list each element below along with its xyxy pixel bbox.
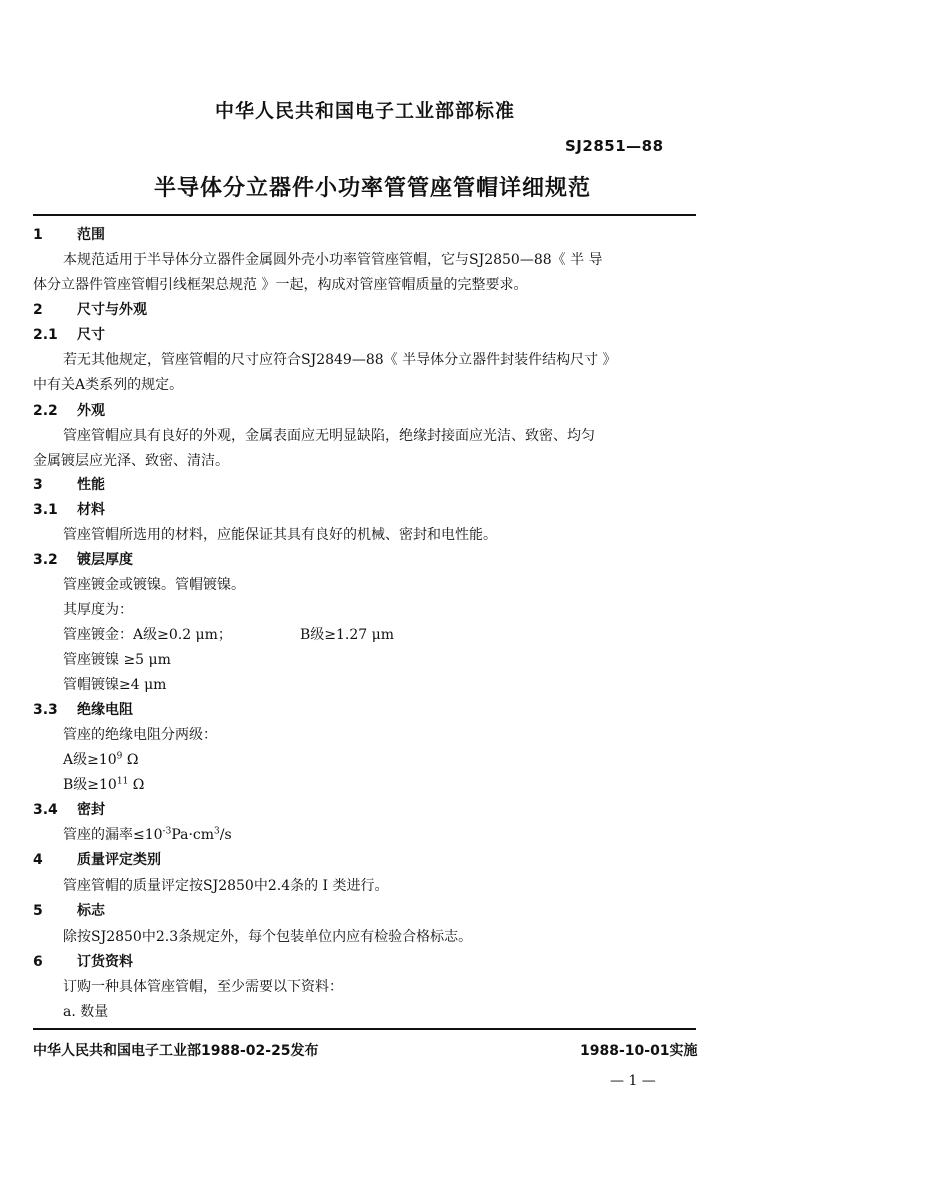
section-title: 质量评定类别 <box>77 852 161 868</box>
section-title: 密封 <box>77 802 105 818</box>
paragraph: 体分立器件管座管帽引线框架总规范 》一起，构成对管座管帽质量的完整要求。 <box>33 277 528 293</box>
section-1-heading <box>33 224 105 244</box>
section-number: 5 <box>33 903 43 919</box>
section-3-3-heading <box>33 699 133 719</box>
top-rule <box>33 214 696 216</box>
paragraph: 中有关A类系列的规定。 <box>33 377 184 393</box>
section-6-heading <box>33 951 133 971</box>
section-2-heading <box>33 299 147 319</box>
section-title: 镀层厚度 <box>77 552 133 568</box>
paragraph: 管座管帽应具有良好的外观，金属表面应无明显缺陷，绝缘封接面应光洁、致密、均匀 <box>63 428 595 444</box>
insulation-grade-a: A级$\ge 10^9$ Ω <box>63 751 139 768</box>
section-title: 尺寸 <box>77 327 105 343</box>
paragraph: 若无其他规定，管座管帽的尺寸应符合SJ2849—88《 半导体分立器件封装件结构尺寸 》 <box>63 352 617 368</box>
insulation-grade-b: B级$\ge 10^{11}$ Ω <box>63 776 145 793</box>
plating-gold-b: B级≥1.27 μm <box>300 627 395 643</box>
page-number: — 1 — <box>610 1073 656 1089</box>
plating-nickel-base: 管座镀镍 ≥5 μm <box>63 652 171 668</box>
section-title: 性能 <box>77 477 105 493</box>
section-title: 材料 <box>77 502 105 518</box>
paragraph: 管座管帽所选用的材料，应能保证其具有良好的机械、密封和电性能。 <box>63 527 497 543</box>
section-number: 2.1 <box>33 327 58 343</box>
section-number: 1 <box>33 227 43 243</box>
section-title: 外观 <box>77 403 105 419</box>
section-title: 绝缘电阻 <box>77 702 133 718</box>
section-4-heading <box>33 849 161 869</box>
paragraph: 金属镀层应光泽、致密、清洁。 <box>33 453 229 469</box>
section-title: 范围 <box>77 227 105 243</box>
section-title: 标志 <box>77 903 105 919</box>
section-title: 尺寸与外观 <box>77 302 147 318</box>
section-3-1-heading <box>33 499 105 519</box>
paragraph: 除按SJ2850中2.3条规定外，每个包装单位内应有检验合格标志。 <box>63 929 473 945</box>
section-number: 2.2 <box>33 403 58 419</box>
plating-nickel-cap: 管帽镀镍≥4 μm <box>63 677 167 693</box>
paragraph: 其厚度为： <box>63 602 133 618</box>
paragraph: 管座的绝缘电阻分两级： <box>63 727 217 743</box>
list-item: a. 数量 <box>63 1004 109 1020</box>
section-3-2-heading <box>33 549 133 569</box>
section-number: 3.1 <box>33 502 58 518</box>
leak-rate: 管座的漏率$\le 10^{-3}Pa\cdot cm^3/s$ <box>63 826 232 843</box>
effective-date: 1988-10-01实施 <box>580 1043 698 1059</box>
plating-gold-a: 管座镀金：A级≥0.2 μm； <box>63 627 232 643</box>
section-number: 3.4 <box>33 802 58 818</box>
section-2-1-heading <box>33 324 105 344</box>
section-number: 3.3 <box>33 702 58 718</box>
paragraph: 管座管帽的质量评定按SJ2850中2.4条的 I 类进行。 <box>63 878 389 894</box>
section-number: 4 <box>33 852 43 868</box>
section-title: 订货资料 <box>77 954 133 970</box>
paragraph: 订购一种具体管座管帽，至少需要以下资料： <box>63 979 343 995</box>
section-number: 3.2 <box>33 552 58 568</box>
section-number: 2 <box>33 302 43 318</box>
issuing-organization: 中华人民共和国电子工业部部标准 <box>214 100 515 122</box>
section-2-2-heading <box>33 400 105 420</box>
document-title: 半导体分立器件小功率管管座管帽详细规范 <box>153 176 591 201</box>
section-3-4-heading <box>33 799 105 819</box>
issue-date: 中华人民共和国电子工业部1988-02-25发布 <box>33 1043 319 1059</box>
paragraph: 管座镀金或镀镍。管帽镀镍。 <box>63 577 245 593</box>
standard-number: SJ2851—88 <box>565 137 664 155</box>
section-number: 6 <box>33 954 43 970</box>
bottom-rule <box>33 1028 696 1030</box>
paragraph: 本规范适用于半导体分立器件金属圆外壳小功率管管座管帽，它与SJ2850—88《 半 导 <box>63 252 603 268</box>
section-number: 3 <box>33 477 43 493</box>
section-5-heading <box>33 900 105 920</box>
section-3-heading <box>33 474 105 494</box>
